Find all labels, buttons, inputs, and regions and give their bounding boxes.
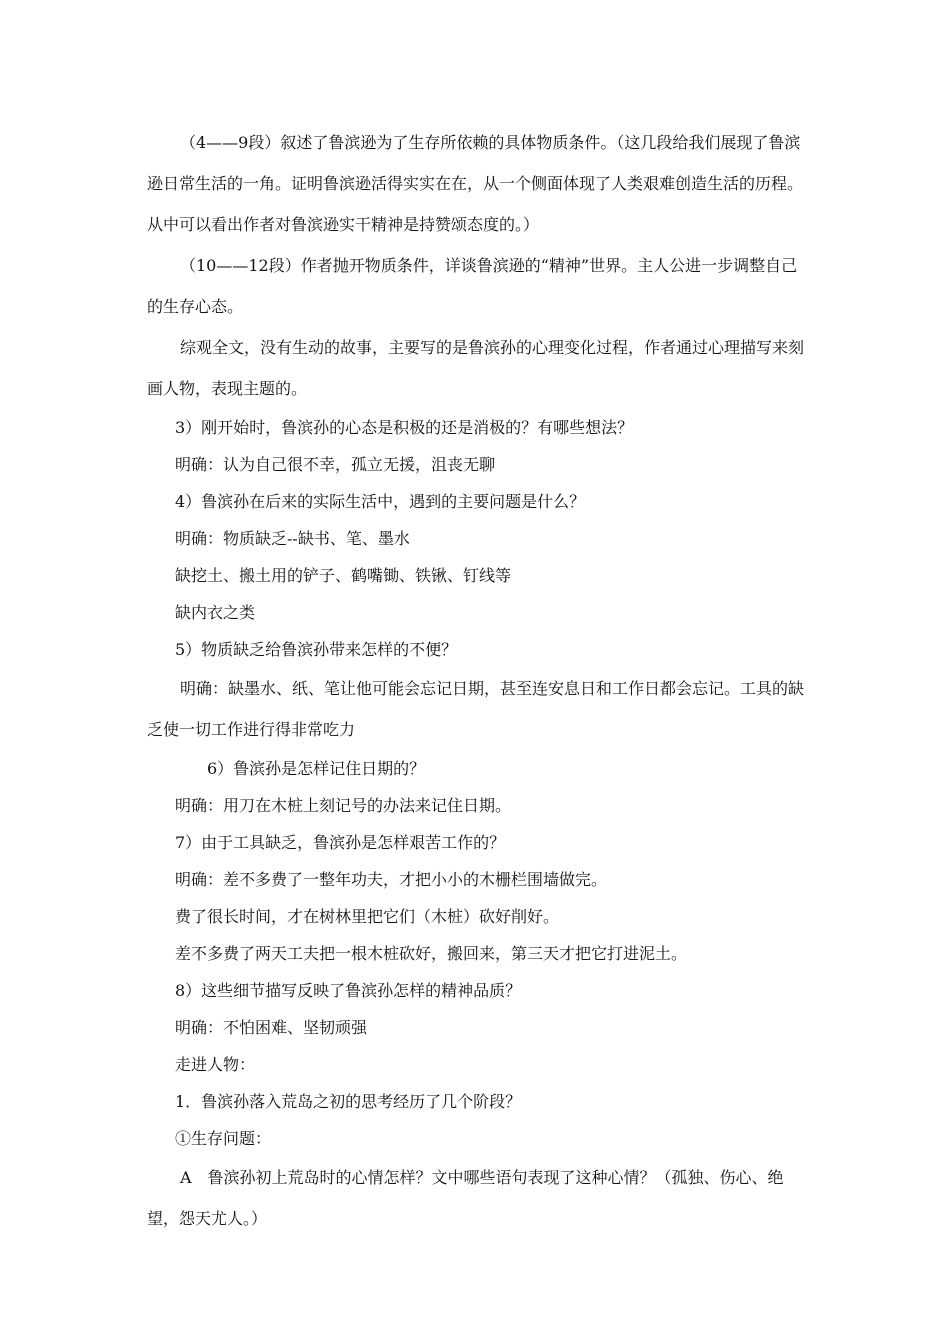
- paragraph-sections-4-9: （4——9段）叙述了鲁滨逊为了生存所依赖的具体物质条件。（这几段给我们展现了鲁滨逊日常生活的一角。证明鲁滨逊活得实实在在，从一个侧面体现了人类艰难创造生活的历程。从中可以看出作者对鲁滨逊实干精神是持赞颂态度的。）: [147, 133, 804, 234]
- subheading-survival: ①生存问题：: [175, 1129, 272, 1148]
- paragraph-overview: 综观全文，没有生动的故事，主要写的是鲁滨孙的心理变化过程，作者通过心理描写来刻画人物，表现主题的。: [147, 338, 805, 398]
- answer-4-line-3: 缺内衣之类: [175, 603, 256, 622]
- question-6: 6）鲁滨孙是怎样记住日期的？: [207, 759, 426, 778]
- paragraph-sections-10-12: （10——12段）作者抛开物质条件，详谈鲁滨逊的“精神”世界。主人公进一步调整自己的生存心态。: [147, 256, 798, 316]
- answer-7-line-3: 差不多费了两天工夫把一根木桩砍好，搬回来，第三天才把它打进泥土。: [175, 944, 688, 963]
- section-heading-character: 走进人物：: [175, 1055, 256, 1074]
- question-a: A 鲁滨孙初上荒岛时的心情怎样？文中哪些语句表现了这种心情？（孤独、伤心、绝望，怨天尤人。）: [147, 1168, 784, 1228]
- question-character-1: 1．鲁滨孙落入荒岛之初的思考经历了几个阶段？: [175, 1092, 522, 1111]
- question-5: 5）物质缺乏给鲁滨孙带来怎样的不便？: [175, 640, 458, 659]
- question-7: 7）由于工具缺乏，鲁滨孙是怎样艰苦工作的？: [175, 833, 506, 852]
- answer-7-line-2: 费了很长时间，才在树林里把它们（木桩）砍好削好。: [175, 907, 560, 926]
- document-body: [147, 122, 807, 1239]
- answer-8: 明确：不怕困难、坚韧顽强: [175, 1018, 368, 1037]
- question-8: 8）这些细节描写反映了鲁滨孙怎样的精神品质？: [175, 981, 522, 1000]
- answer-4-line-2: 缺挖土、搬土用的铲子、鹤嘴锄、铁锹、钉线等: [175, 566, 512, 585]
- answer-3: 明确：认为自己很不幸，孤立无援，沮丧无聊: [175, 455, 496, 474]
- answer-7: 明确：差不多费了一整年功夫，才把小小的木栅栏围墙做完。: [175, 870, 608, 889]
- answer-4: 明确：物质缺乏--缺书、笔、墨水: [175, 529, 410, 548]
- answer-5: 明确：缺墨水、纸、笔让他可能会忘记日期，甚至连安息日和工作日都会忘记。工具的缺乏使一切工作进行得非常吃力: [147, 679, 805, 739]
- answer-6: 明确：用刀在木桩上刻记号的办法来记住日期。: [175, 796, 512, 815]
- question-4: 4）鲁滨孙在后来的实际生活中，遇到的主要问题是什么？: [175, 492, 586, 511]
- question-3: 3）刚开始时，鲁滨孙的心态是积极的还是消极的？有哪些想法？: [175, 418, 634, 437]
